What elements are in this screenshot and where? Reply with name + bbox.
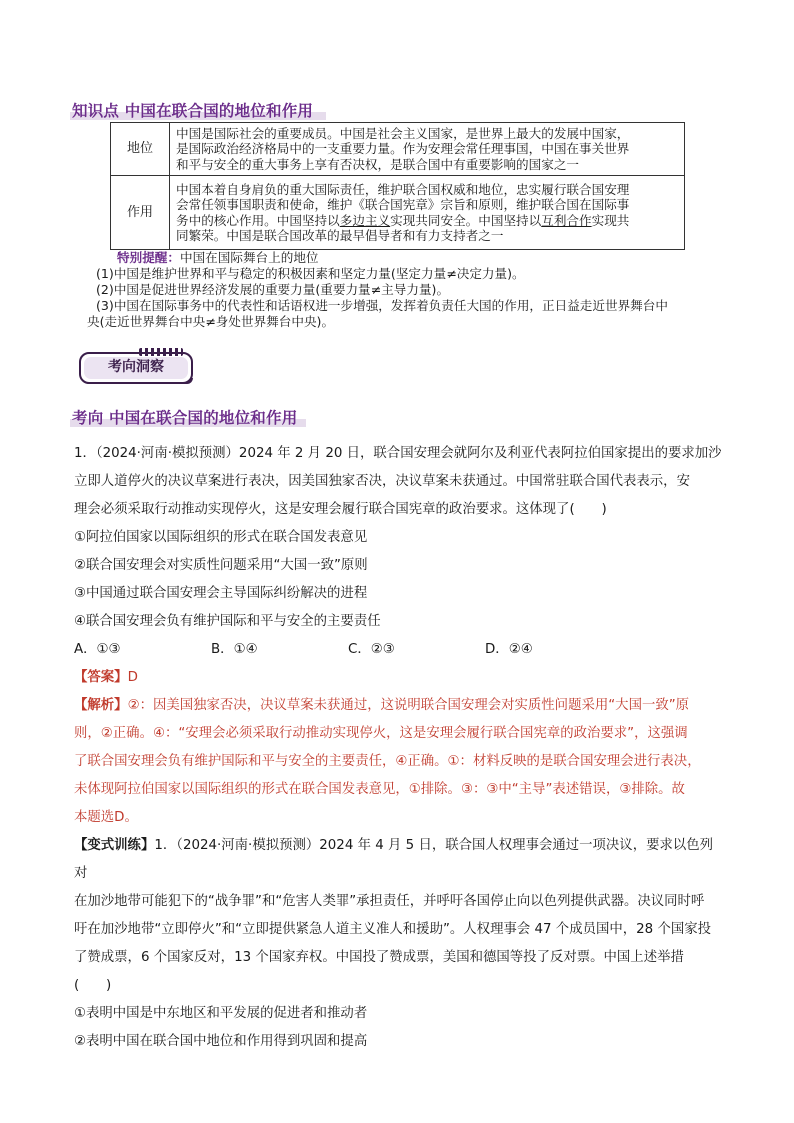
tip-item: 央(走近世界舞台中央≠身处世界舞台中央)。 [87, 314, 335, 329]
answer-value: D [127, 670, 138, 685]
option-c: C．②③ [348, 642, 395, 657]
row-value: 中国是国际社会的重要成员。中国是社会主义国家，是世界上最大的发展中国家， 是国际政治经济格局中的一支重要力量。作为安理会常任理事国，中国在事关世界 和平与安全的重大事务上享有否决权，是联合国中有重要影响的国家之一 [170, 123, 685, 176]
variant-line: 在加沙地带可能犯下的“战争罪”和“危害人类罪”承担责任，并呼吁各国停止向以色列提供武器。决议同时呼 [74, 894, 705, 909]
knowledge-table [110, 122, 685, 250]
option-b: B．①④ [211, 642, 258, 657]
analysis-line: 未体现阿拉伯国家以国际组织的形式在联合国发表意见，①排除。③：③中“主导”表述错误，③排除。故 [74, 782, 685, 797]
option-d: D．②④ [485, 642, 533, 657]
knowledge-section-title: 知识点 中国在联合国的地位和作用 [72, 99, 324, 121]
badge-dots-decoration [139, 348, 183, 356]
special-tip [87, 250, 727, 330]
row-value: 中国本着自身肩负的重大国际责任，维护联合国权威和地位，忠实履行联合国安理 会常任领事国职责和使命，维护《联合国宪章》宗旨和原则，维护联合国在国际事 务中的核心作用。中国坚持以多边主义实现共同安全。中国坚持以互利合作实现共 同繁荣。中国是联合国改革的最早倡导者和有力支持者之一 [170, 176, 685, 250]
tip-item: (3)中国在国际事务中的代表性和话语权进一步增强，发挥着负责任大国的作用，正日益走近世界舞台中 [96, 298, 668, 313]
analysis-label: 【解析】 [74, 698, 128, 713]
option-a: A．①③ [74, 642, 121, 657]
variant-label: 【变式训练】 [74, 838, 155, 853]
options-row [74, 636, 724, 664]
variant-line: 了赞成票，6 个国家反对，13 个国家弃权。中国投了赞成票，美国和德国等投了反对票。中国上述举措 [74, 950, 684, 965]
row-key: 作用 [111, 176, 170, 250]
table-row [111, 176, 685, 250]
underlined-term: 互利合作 [541, 212, 592, 228]
question-text: 理会必须采取行动推动实现停火，这是安理会履行联合国宪章的政治要求。这体现了( ) [74, 502, 607, 517]
row-key: 地位 [111, 123, 170, 176]
analysis-line: 了联合国安理会负有维护国际和平与安全的主要责任，④正确。①：材料反映的是联合国安理会进行表决， [74, 754, 701, 769]
analysis-line: 本题选D。 [74, 810, 138, 825]
tip-item: (2)中国是促进世界经济发展的重要力量(重要力量≠主导力量)。 [96, 282, 450, 297]
statement: ③中国通过联合国安理会主导国际纠纷解决的进程 [74, 586, 368, 601]
statement: ④联合国安理会负有维护国际和平与安全的主要责任 [74, 614, 381, 629]
analysis-line: 则，②正确。④：“安理会必须采取行动推动实现停火，这是安理会履行联合国宪章的政治要求”，这强调 [74, 726, 688, 741]
variant-line: ( ) [74, 978, 112, 993]
variant-line: 【变式训练】1．（2024·河南·模拟预测）2024 年 4 月 5 日，联合国人权理事会通过一项决议，要求以色列对 [74, 838, 714, 881]
question-1 [74, 440, 724, 1056]
tip-heading: 中国在国际舞台上的地位 [179, 250, 319, 265]
tip-item: (1)中国是维护世界和平与稳定的积极因素和坚定力量(坚定力量≠决定力量)。 [96, 266, 525, 281]
direction-section-title: 考向 中国在联合国的地位和作用 [72, 406, 304, 428]
statement: ②表明中国在联合国中地位和作用得到巩固和提高 [74, 1034, 368, 1049]
underlined-term: 多边主义 [339, 212, 391, 228]
tip-label: 特别提醒： [117, 250, 180, 265]
statement: ①表明中国是中东地区和平发展的促进者和推动者 [74, 1006, 368, 1021]
statement: ①阿拉伯国家以国际组织的形式在联合国发表意见 [74, 530, 368, 545]
statement: ②联合国安理会对实质性问题采用“大国一致”原则 [74, 558, 368, 573]
badge-text: 考向洞察 [108, 359, 164, 375]
answer-line [74, 664, 724, 692]
variant-line: 吁在加沙地带“立即停火”和“立即提供紧急人道主义准人和援助”。人权理事会 47 个成员国中，28 个国家投 [74, 922, 711, 937]
analysis-line: 【解析】②：因美国独家否决，决议草案未获通过，这说明联合国安理会对实质性问题采用“大国一致”原 [74, 698, 690, 713]
question-text: 立即人道停火的决议草案进行表决，因美国独家否决，决议草案未获通过。中国常驻联合国代表表示，安 [74, 474, 690, 489]
answer-label: 【答案】 [74, 670, 128, 685]
table-row [111, 123, 685, 176]
question-text: 1．（2024·河南·模拟预测）2024 年 2 月 20 日，联合国安理会就阿尔及利亚代表阿拉伯国家提出的要求加沙 [74, 446, 722, 461]
direction-insight-badge [79, 348, 191, 384]
